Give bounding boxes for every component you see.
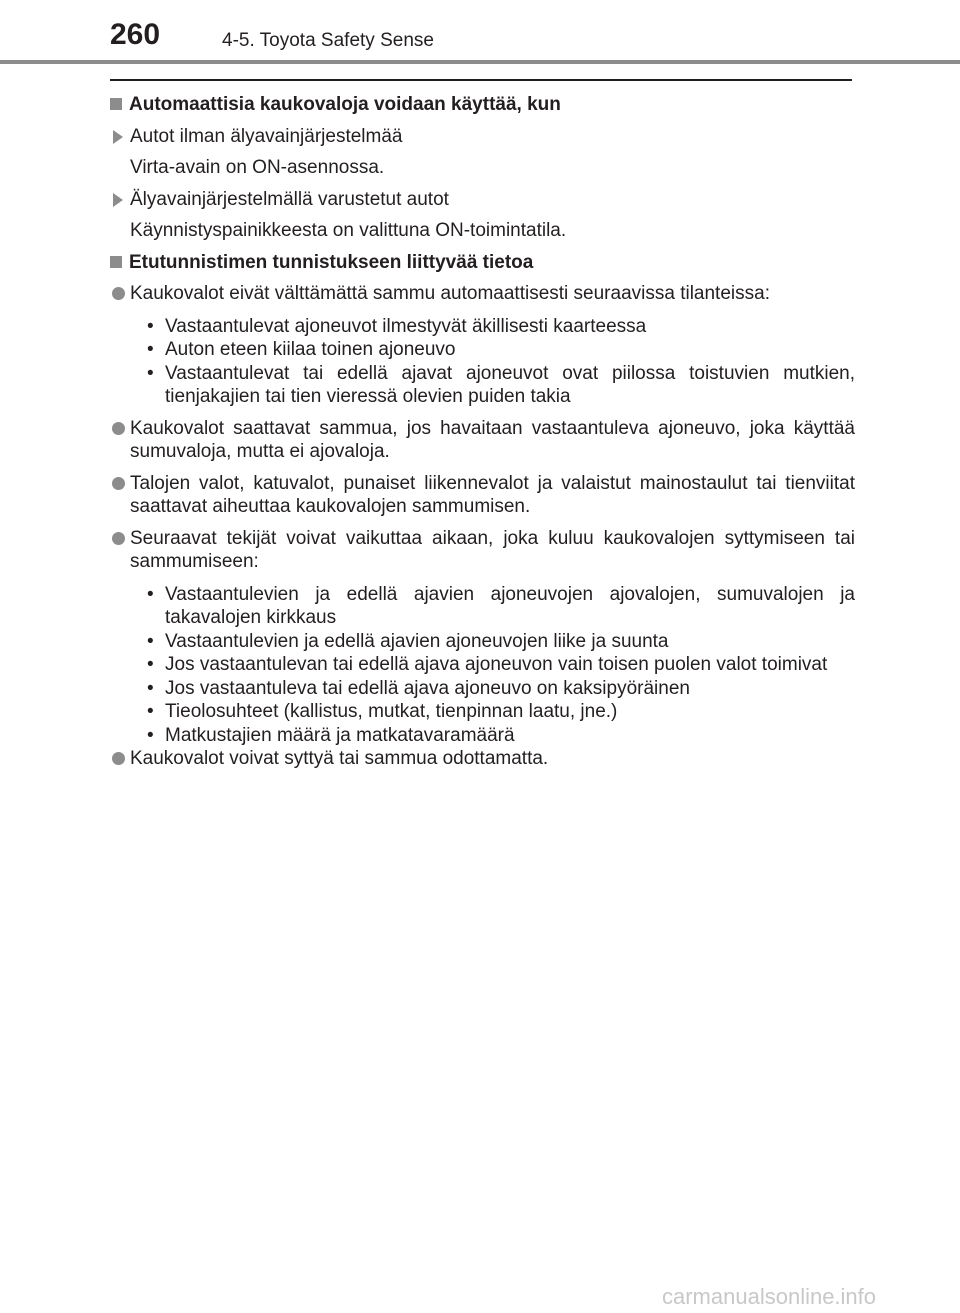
circle-marker-icon — [112, 752, 125, 765]
content-divider — [110, 79, 852, 81]
list-item-text: Vastaantulevien ja edellä ajavien ajoneuvojen ajovalojen, sumuvalojen ja takavalojen kirkkaus — [165, 583, 855, 628]
list-item-text: Jos vastaantulevan tai edellä ajava ajoneuvon vain toisen puolen valot toimivat — [165, 654, 828, 675]
condition-item — [110, 188, 855, 212]
list-item: • Matkustajien määrä ja matkatavaramäärä — [147, 724, 515, 746]
list-item: • Vastaantulevat tai edellä ajavat ajoneuvot ovat piilossa toistuvien mutkien, tienjakajien tai tien vieressä olevien puiden takia — [147, 362, 855, 407]
page-number: 260 — [110, 18, 161, 51]
circle-marker-icon — [112, 287, 125, 300]
condition-text: Käynnistyspainikkeesta on valittuna ON-toimintatila. — [130, 220, 567, 241]
list-item-text: Vastaantulevat ajoneuvot ilmestyvät äkillisesti kaarteessa — [165, 315, 647, 337]
info-paragraph-text: Kaukovalot saattavat sammua, jos havaitaan vastaantuleva ajoneuvo, joka käyttää sumuvaloja, mutta ei ajovaloja. — [130, 417, 855, 462]
info-paragraph — [110, 747, 855, 771]
condition-label: Älyavainjärjestelmällä varustetut autot — [130, 188, 449, 210]
list-item: • Auton eteen kiilaa toinen ajoneuvo — [147, 339, 456, 360]
info-paragraph — [110, 472, 855, 519]
page-content — [110, 90, 855, 771]
list-item-text: Vastaantulevien ja edellä ajavien ajoneuvojen liike ja suunta — [165, 630, 669, 652]
list-item-text: Auton eteen kiilaa toinen ajoneuvo — [165, 339, 456, 360]
condition-item — [110, 125, 855, 149]
section-heading-text: Etutunnistimen tunnistukseen liittyvää tietoa — [129, 251, 534, 273]
circle-marker-icon — [112, 422, 125, 435]
list-item-text: Jos vastaantuleva tai edellä ajava ajoneuvo on kaksipyöräinen — [165, 677, 690, 699]
section-title: 4-5. Toyota Safety Sense — [222, 30, 434, 51]
list-item: • Vastaantulevien ja edellä ajavien ajoneuvojen liike ja suunta — [147, 630, 669, 652]
section-heading — [110, 93, 855, 117]
square-marker-icon — [110, 98, 122, 110]
list-item: • Jos vastaantuleva tai edellä ajava ajoneuvo on kaksipyöräinen — [147, 677, 690, 699]
info-paragraph-text: Kaukovalot voivat syttyä tai sammua odottamatta. — [130, 748, 549, 769]
page-header — [0, 0, 960, 70]
info-paragraph — [110, 282, 855, 306]
info-paragraph-text: Seuraavat tekijät voivat vaikuttaa aikaan, joka kuluu kaukovalojen syttymiseen tai sammumiseen: — [130, 527, 855, 572]
info-paragraph-text: Kaukovalot eivät välttämättä sammu automaattisesti seuraavissa tilanteissa: — [130, 283, 770, 304]
bullet-list — [110, 583, 855, 748]
info-paragraph-text: Talojen valot, katuvalot, punaiset liikennevalot ja valaistut mainostaulut tai tienviitat saattavat aiheuttaa kaukovalojen sammumisen. — [130, 472, 855, 517]
watermark-link[interactable]: carmanualsonline.info — [662, 1284, 877, 1309]
bullet-list — [110, 315, 855, 409]
info-paragraph — [110, 527, 855, 574]
condition-text: Virta-avain on ON-asennossa. — [130, 157, 385, 178]
square-marker-icon — [110, 256, 122, 268]
info-paragraph — [110, 417, 855, 464]
list-item: • Vastaantulevat ajoneuvot ilmestyvät äkillisesti kaarteessa — [147, 315, 647, 337]
section-heading-text: Automaattisia kaukovaloja voidaan käyttää, kun — [129, 94, 561, 115]
section-heading — [110, 251, 855, 275]
list-item-text: Matkustajien määrä ja matkatavaramäärä — [165, 724, 515, 746]
circle-marker-icon — [112, 532, 125, 545]
list-item: • Vastaantulevien ja edellä ajavien ajoneuvojen ajovalojen, sumuvalojen ja takavalojen kirkkaus — [147, 583, 855, 628]
header-divider — [0, 60, 960, 64]
triangle-marker-icon — [113, 130, 123, 144]
condition-label: Autot ilman älyavainjärjestelmää — [130, 125, 403, 147]
list-item-text: Tieolosuhteet (kallistus, mutkat, tienpinnan laatu, jne.) — [165, 701, 618, 722]
list-item: • Tieolosuhteet (kallistus, mutkat, tienpinnan laatu, jne.) — [147, 701, 618, 722]
triangle-marker-icon — [113, 193, 123, 207]
list-item-text: Vastaantulevat tai edellä ajavat ajoneuvot ovat piilossa toistuvien mutkien, tienjakajien tai tien vieressä olevien puiden takia — [165, 362, 855, 407]
circle-marker-icon — [112, 477, 125, 490]
list-item: • Jos vastaantulevan tai edellä ajava ajoneuvon vain toisen puolen valot toimivat — [147, 654, 828, 675]
